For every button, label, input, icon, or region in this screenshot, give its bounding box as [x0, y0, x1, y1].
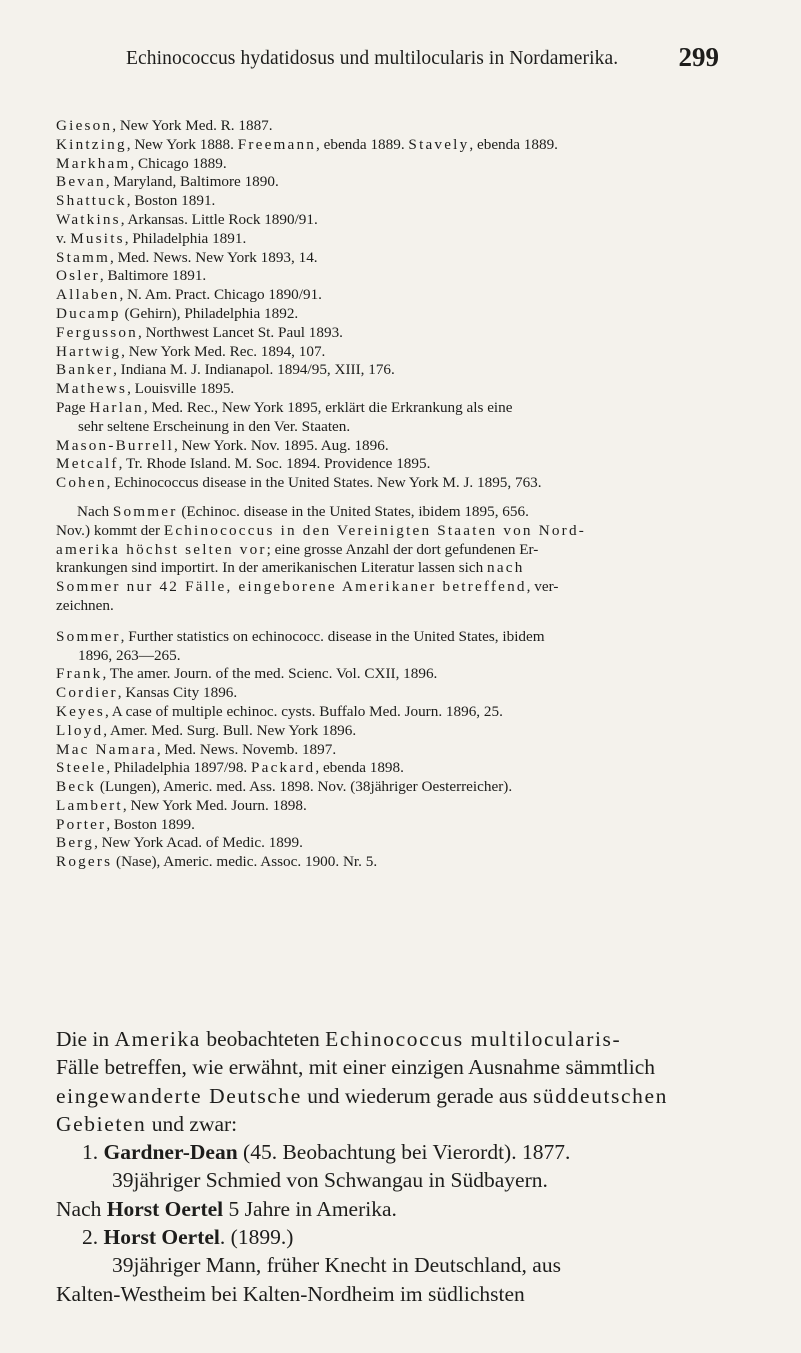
- spaced-name: Mason-Burrell: [56, 436, 175, 454]
- text-line: [56, 1251, 768, 1279]
- text-run: . (1899.): [219, 1225, 294, 1250]
- text-line: [56, 399, 768, 418]
- text-line: [56, 136, 768, 155]
- text-run: v.: [56, 229, 71, 247]
- text-line: [56, 380, 768, 399]
- text-line: [56, 361, 768, 380]
- spaced-name: eingewanderte Deutsche: [56, 1083, 302, 1108]
- text-run: 39jähriger Schmied von Schwangau in Südbayern.: [112, 1168, 548, 1193]
- reference-item: [56, 267, 768, 286]
- text-line: [56, 267, 768, 286]
- text-line: [56, 1223, 768, 1251]
- reference-item: [56, 249, 768, 268]
- spaced-name: Steele: [56, 759, 107, 777]
- spaced-name: Packard: [251, 759, 316, 777]
- text-run: Nach: [77, 502, 113, 520]
- spaced-name: Markham: [56, 154, 131, 172]
- text-run: , A case of multiple echinoc. cysts. Buffalo Med. Journ. 1896, 25.: [104, 702, 503, 720]
- text-run: , Med. News. Novemb. 1897.: [156, 740, 337, 758]
- text-line: [56, 324, 768, 343]
- spaced-name: Cohen: [56, 474, 107, 492]
- text-run: , New York Acad. of Medic. 1899.: [94, 834, 303, 852]
- text-line: [56, 117, 768, 136]
- spaced-name: amerika höchst selten vor: [56, 540, 267, 558]
- text-run: , ebenda 1889.: [469, 135, 558, 153]
- text-line: [56, 192, 768, 211]
- case-item: [56, 1223, 768, 1308]
- text-run: , Further statistics on echinococc. disease in the United States, ibidem: [120, 627, 545, 645]
- spaced-name: Metcalf: [56, 455, 119, 473]
- reference-item: [56, 816, 768, 835]
- spaced-name: Hartwig: [56, 342, 122, 360]
- text-line: [56, 778, 768, 797]
- reference-item: [56, 778, 768, 797]
- text-line: [56, 305, 768, 324]
- spaced-name: Berg: [56, 834, 95, 852]
- text-run: beobachteten: [200, 1027, 326, 1051]
- text-line: [56, 1166, 768, 1194]
- text-line: [56, 816, 768, 835]
- reference-section: [56, 117, 768, 872]
- reference-item: [56, 361, 768, 380]
- reference-item: [56, 665, 768, 684]
- reference-item: [56, 173, 768, 192]
- text-line: [56, 541, 768, 560]
- text-run: , New York 1888.: [126, 135, 238, 153]
- reference-item: [56, 230, 768, 249]
- reference-item: [56, 192, 768, 211]
- text-run: , New York. Nov. 1895. Aug. 1896.: [174, 436, 389, 454]
- reference-list-b: [56, 628, 768, 872]
- reference-item: [56, 722, 768, 741]
- text-line: [56, 522, 768, 541]
- text-run: , Boston 1891.: [126, 192, 216, 210]
- reference-item: [56, 437, 768, 456]
- spaced-name: Gieson: [56, 117, 113, 134]
- text-run: , Louisville 1895.: [127, 380, 235, 398]
- text-line: [56, 722, 768, 741]
- text-line: [56, 455, 768, 474]
- spaced-name: Fergusson: [56, 323, 138, 341]
- text-line: [56, 1053, 768, 1081]
- bold-name: Gardner-Dean: [103, 1140, 238, 1165]
- text-run: , Philadelphia 1897/98.: [106, 759, 252, 777]
- text-run: zeichnen.: [56, 596, 114, 614]
- bold-name: Horst Oertel: [103, 1225, 220, 1250]
- text-line: [56, 249, 768, 268]
- text-line: [56, 834, 768, 853]
- spaced-name: Rogers: [56, 853, 113, 871]
- text-line: [56, 647, 768, 666]
- spaced-name: Porter: [56, 815, 107, 833]
- conclusion-paragraph: [56, 1025, 768, 1138]
- spaced-name: Mathews: [56, 380, 128, 398]
- spaced-name: Lloyd: [56, 721, 104, 739]
- spaced-name: Osler: [56, 267, 100, 285]
- text-run: Nach: [56, 1196, 107, 1221]
- text-line: [56, 211, 768, 230]
- reference-item: [56, 797, 768, 816]
- text-run: (Nase), Americ. medic. Assoc. 1900. Nr. 5.: [112, 853, 378, 871]
- text-run: , New York Med. Rec. 1894, 107.: [121, 342, 326, 360]
- spaced-name: Watkins: [56, 210, 121, 228]
- reference-list-a: [56, 117, 768, 493]
- spaced-name: Sommer nur 42 Fälle, eingeborene Amerikaner betreffend: [56, 578, 527, 596]
- spaced-name: Shattuck: [56, 192, 127, 210]
- spaced-name: Keyes: [56, 702, 105, 720]
- reference-item: [56, 343, 768, 362]
- text-line: [56, 286, 768, 305]
- text-run: , New York Med. Journ. 1898.: [122, 796, 307, 814]
- reference-item: [56, 117, 768, 136]
- text-run: Page: [56, 398, 90, 416]
- text-run: , The amer. Journ. of the med. Scienc. Vol. CXII, 1896.: [102, 665, 438, 683]
- text-line: [56, 1138, 768, 1166]
- reference-item: [56, 853, 768, 872]
- text-line: [56, 797, 768, 816]
- text-line: [56, 578, 768, 597]
- text-line: [56, 1195, 768, 1223]
- text-run: , Echinococcus disease in the United States. New York M. J. 1895, 763.: [106, 474, 542, 492]
- text-line: [56, 474, 768, 493]
- text-run: , Maryland, Baltimore 1890.: [105, 173, 279, 191]
- section-gap: [56, 616, 768, 628]
- running-title: Echinococcus hydatidosus und multilocularis in Nordamerika.: [126, 48, 619, 69]
- text-run: , Philadelphia 1891.: [124, 229, 247, 247]
- text-run: krankungen sind importirt. In der amerikanischen Literatur lassen sich: [56, 559, 488, 577]
- reference-item: [56, 136, 768, 155]
- text-line: [56, 437, 768, 456]
- reference-item: [56, 155, 768, 174]
- text-line: [56, 343, 768, 362]
- reference-item: [56, 399, 768, 437]
- text-run: 39jähriger Mann, früher Knecht in Deutschland, aus: [112, 1253, 561, 1278]
- text-run: , Indiana M. J. Indianapol. 1894/95, XIII, 176.: [113, 361, 395, 379]
- text-run: Die in: [56, 1027, 115, 1051]
- reference-item: [56, 474, 768, 493]
- conclusion-section: [56, 1025, 768, 1308]
- text-run: Fälle betreffen, wie erwähnt, mit einer einzigen Ausnahme sämmtlich: [56, 1055, 656, 1080]
- case-list: [56, 1138, 768, 1308]
- spaced-name: Sommer: [112, 502, 178, 520]
- text-run: , Tr. Rhode Island. M. Soc. 1894. Providence 1895.: [118, 455, 431, 473]
- text-line: [56, 503, 768, 522]
- reference-item: [56, 324, 768, 343]
- page-number: 299: [678, 42, 719, 72]
- text-run: und zwar:: [146, 1111, 238, 1136]
- spaced-name: Banker: [56, 361, 114, 379]
- reference-item: [56, 741, 768, 760]
- text-line: [56, 230, 768, 249]
- text-run: Kalten-Westheim bei Kalten-Nordheim im südlichsten: [56, 1281, 525, 1306]
- spaced-name: Beck: [56, 778, 97, 796]
- text-run: , ebenda 1898.: [315, 759, 404, 777]
- text-run: , Baltimore 1891.: [99, 267, 207, 285]
- spaced-name: Frank: [56, 665, 103, 683]
- reference-item: [56, 628, 768, 666]
- text-run: und wiederum gerade aus: [301, 1083, 533, 1108]
- reference-item: [56, 455, 768, 474]
- text-run: 5 Jahre in Amerika.: [223, 1196, 397, 1221]
- reference-item: [56, 286, 768, 305]
- case-item: [56, 1138, 768, 1223]
- text-line: [56, 703, 768, 722]
- reference-item: [56, 211, 768, 230]
- text-run: -: [612, 1027, 620, 1051]
- spaced-name: Stamm: [56, 248, 111, 266]
- text-line: [56, 684, 768, 703]
- text-line: [56, 665, 768, 684]
- reference-item: [56, 834, 768, 853]
- text-run: , Med. Rec., New York 1895, erklärt die Erkrankung als eine: [143, 398, 513, 416]
- text-run: sehr seltene Erscheinung in den Ver. Staaten.: [78, 417, 351, 435]
- reference-item: [56, 380, 768, 399]
- text-line: [56, 155, 768, 174]
- text-run: , Arkansas. Little Rock 1890/91.: [120, 210, 318, 228]
- text-line: [56, 597, 768, 616]
- text-run: 1896, 263—265.: [78, 646, 181, 664]
- text-run: , N. Am. Pract. Chicago 1890/91.: [119, 286, 322, 304]
- text-line: [56, 1082, 768, 1110]
- spaced-name: nach: [487, 559, 525, 577]
- spaced-name: süddeutschen: [532, 1083, 669, 1108]
- spaced-name: Amerika: [114, 1027, 201, 1051]
- sommer-paragraph: [56, 503, 768, 616]
- text-line: [56, 759, 768, 778]
- spaced-name: Stavely: [408, 135, 470, 153]
- text-run: , Kansas City 1896.: [117, 684, 238, 702]
- reference-item: [56, 759, 768, 778]
- text-line: [56, 1110, 768, 1138]
- text-run: (Echinoc. disease in the United States, ibidem 1895, 656.: [177, 502, 529, 520]
- text-run: , New York Med. R. 1887.: [112, 117, 273, 134]
- spaced-name: Musits: [70, 229, 125, 247]
- text-run: Nov.) kommt der: [56, 521, 164, 539]
- text-run: , ebenda 1889.: [316, 135, 409, 153]
- text-run: (Lungen), Americ. med. Ass. 1898. Nov. (38jähriger Oesterreicher).: [96, 778, 513, 796]
- text-run: 1.: [82, 1140, 104, 1165]
- spaced-name: Gebieten: [56, 1111, 147, 1136]
- spaced-name: Freemann: [237, 135, 317, 153]
- text-line: [56, 173, 768, 192]
- spaced-name: Allaben: [56, 286, 120, 304]
- spaced-name: Kintzing: [56, 135, 127, 153]
- spaced-name: Lambert: [56, 796, 123, 814]
- spaced-name: Sommer: [56, 627, 121, 645]
- text-run: , Boston 1899.: [106, 815, 195, 833]
- reference-item: [56, 703, 768, 722]
- text-run: (45. Beobachtung bei Vierordt). 1877.: [237, 1140, 571, 1165]
- text-run: , Northwest Lancet St. Paul 1893.: [137, 323, 343, 341]
- text-run: , Chicago 1889.: [130, 154, 227, 172]
- spaced-name: Harlan: [89, 398, 144, 416]
- text-run: 2.: [82, 1225, 104, 1250]
- spaced-name: Mac Namara: [56, 740, 157, 758]
- spaced-name: Cordier: [56, 684, 118, 702]
- reference-item: [56, 684, 768, 703]
- text-line: [56, 628, 768, 647]
- text-line: [56, 1280, 768, 1308]
- text-run: , Amer. Med. Surg. Bull. New York 1896.: [103, 721, 357, 739]
- spaced-name: Bevan: [56, 173, 106, 191]
- reference-item: [56, 305, 768, 324]
- text-run: ; eine grosse Anzahl der dort gefundenen Er-: [266, 540, 539, 558]
- text-line: [56, 741, 768, 760]
- spaced-name: Echinococcus in den Vereinigten Staaten von Nord-: [163, 521, 586, 539]
- text-run: , Med. News. New York 1893, 14.: [110, 248, 318, 266]
- page-header: [126, 42, 719, 74]
- text-run: (Gehirn), Philadelphia 1892.: [120, 304, 299, 322]
- text-line: [56, 1025, 768, 1053]
- text-line: [56, 853, 768, 872]
- spaced-name: Ducamp: [56, 304, 121, 322]
- text-line: [56, 559, 768, 578]
- bold-name: Horst Oertel: [106, 1196, 224, 1221]
- spaced-name: Echinococcus multilocularis: [325, 1027, 613, 1051]
- text-line: [56, 418, 768, 437]
- text-run: , ver-: [526, 578, 559, 596]
